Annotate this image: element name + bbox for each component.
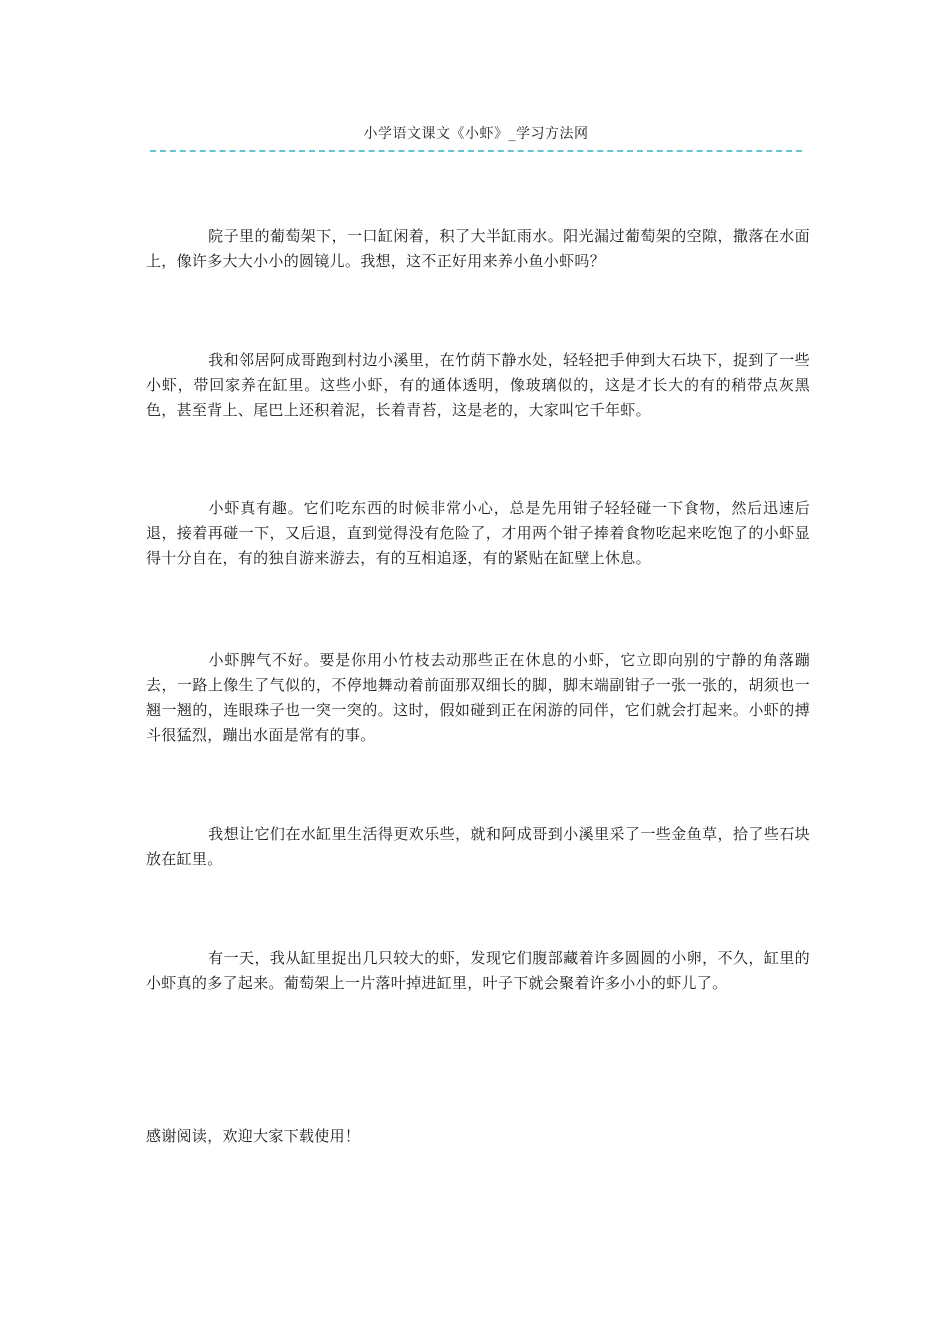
- paragraph-3: [146, 496, 810, 571]
- paragraph-text: 我和邻居阿成哥跑到村边小溪里，在竹荫下静水处，轻轻把手伸到大石块下，捉到了一些小虾，带回家养在缸里。这些小虾，有的通体透明，像玻璃似的，这是才长大的有的稍带点灰黑色，甚至背上、尾巴上还积着泥，长着青苔，这是老的，大家叫它千年虾。: [146, 351, 810, 419]
- paragraph-text: 有一天，我从缸里捉出几只较大的虾，发现它们腹部藏着许多圆圆的小卵，不久，缸里的小虾真的多了起来。葡萄架上一片落叶掉进缸里，叶子下就会聚着许多小小的虾儿了。: [146, 949, 810, 992]
- paragraph-5: [146, 822, 810, 872]
- document-header: [146, 124, 806, 152]
- paragraph-text: 小虾脾气不好。要是你用小竹枝去动那些正在休息的小虾，它立即向别的宁静的角落蹦去，一路上像生了气似的，不停地舞动着前面那双细长的脚，脚末端副钳子一张一张的，胡须也一翘一翘的，连眼珠子也一突一突的。这时，假如碰到正在闲游的同伴，它们就会打起来。小虾的搏斗很猛烈，蹦出水面是常有的事。: [146, 651, 810, 744]
- paragraph-6: [146, 946, 810, 996]
- paragraph-4: [146, 648, 810, 748]
- document-title: 小学语文课文《小虾》_学习方法网: [363, 126, 589, 142]
- closing-note: 感谢阅读，欢迎大家下载使用！: [146, 1127, 361, 1145]
- title-divider: [150, 150, 802, 152]
- paragraph-2: [146, 348, 810, 423]
- paragraph-text: 院子里的葡萄架下，一口缸闲着，积了大半缸雨水。阳光漏过葡萄架的空隙，撒落在水面上，像许多大大小小的圆镜儿。我想，这不正好用来养小鱼小虾吗？: [146, 227, 810, 270]
- paragraph-text: 小虾真有趣。它们吃东西的时候非常小心，总是先用钳子轻轻碰一下食物，然后迅速后退，接着再碰一下，又后退，直到觉得没有危险了，才用两个钳子捧着食物吃起来吃饱了的小虾显得十分自在，有的独自游来游去，有的互相追逐，有的紧贴在缸壁上休息。: [146, 499, 810, 567]
- paragraph-text: 我想让它们在水缸里生活得更欢乐些，就和阿成哥到小溪里采了一些金鱼草，拾了些石块放在缸里。: [146, 825, 810, 868]
- paragraph-1: [146, 224, 810, 274]
